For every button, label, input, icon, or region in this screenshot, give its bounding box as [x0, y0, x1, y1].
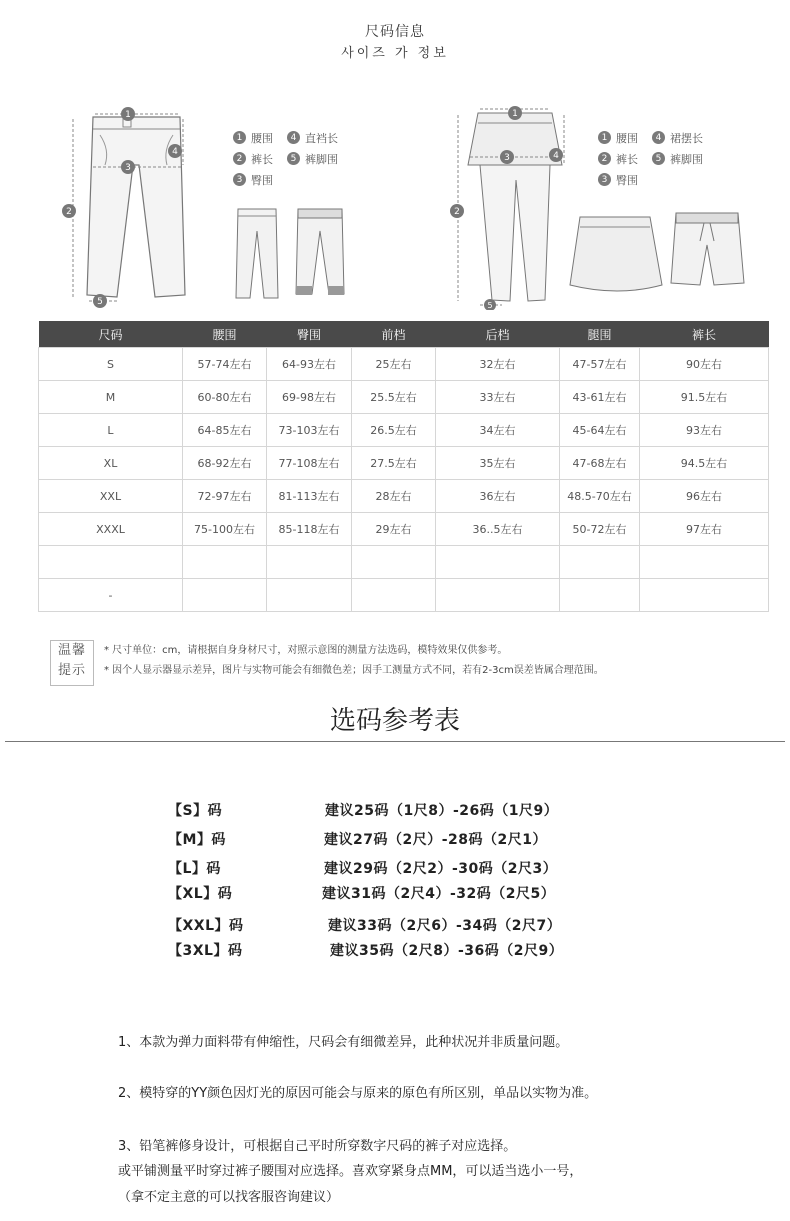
table-row: [39, 513, 769, 546]
table-cell: 47-57左右: [560, 348, 640, 381]
table-cell: 64-93左右: [267, 348, 352, 381]
section-title: 尺码信息: [365, 24, 425, 40]
table-cell: L: [39, 414, 183, 447]
ref-size: 【M】码: [168, 832, 226, 848]
table-cell: 75-100左右: [183, 513, 267, 546]
col-header-size: 尺码: [39, 321, 183, 348]
ref-advice: 建议25码（1尺8）-26码（1尺9）: [325, 803, 559, 819]
marker-2: 2: [66, 207, 72, 217]
table-cell: 94.5左右: [640, 447, 769, 480]
size-table: [38, 321, 769, 612]
skirt-shorts-thumbnails: [568, 205, 748, 300]
table-row: [39, 447, 769, 480]
ref-advice: 建议35码（2尺8）-36码（2尺9）: [330, 943, 564, 959]
table-cell: 60-80左右: [183, 381, 267, 414]
ref-advice: 建议27码（2尺）-28码（2尺1）: [324, 832, 547, 848]
table-cell: [436, 546, 560, 579]
table-row: [39, 546, 769, 579]
table-cell: 35左右: [436, 447, 560, 480]
col-header-waist: 腰围: [183, 321, 267, 348]
table-cell: 32左右: [436, 348, 560, 381]
measure-legend-right: 1 腰围 4 裙摆长 2 裤长 5 裤脚围 3 臀围: [598, 127, 703, 190]
ref-size: 【L】码: [168, 861, 221, 877]
ref-size: 【XL】码: [168, 886, 233, 902]
table-cell: 64-85左右: [183, 414, 267, 447]
table-row: [39, 381, 769, 414]
ref-title: 选码参考表: [329, 706, 460, 736]
col-header-length: 裤长: [640, 321, 769, 348]
table-cell: 68-92左右: [183, 447, 267, 480]
marker-4: 4: [172, 147, 178, 157]
table-cell: S: [39, 348, 183, 381]
note-line: 2、模特穿的YY颜色因灯光的原因可能会与原来的原色有所区别，单品以实物为准。: [118, 1086, 598, 1101]
table-cell: 28左右: [352, 480, 436, 513]
col-header-hip: 臀围: [267, 321, 352, 348]
table-cell: 48.5-70左右: [560, 480, 640, 513]
ref-size: 【3XL】码: [168, 943, 243, 959]
table-cell: -: [39, 579, 183, 612]
table-row: [39, 348, 769, 381]
table-cell: [640, 546, 769, 579]
table-cell: [267, 579, 352, 612]
table-cell: XXL: [39, 480, 183, 513]
note-line: 或平铺测量平时穿过裤子腰围对应选择。喜欢穿紧身点MM，可以适当选小一号，: [118, 1164, 583, 1179]
table-cell: [352, 579, 436, 612]
table-cell: 72-97左右: [183, 480, 267, 513]
table-cell: 33左右: [436, 381, 560, 414]
ref-advice: 建议31码（2尺4）-32码（2尺5）: [322, 886, 556, 902]
table-cell: 45-64左右: [560, 414, 640, 447]
tip-line: * 因个人显示器显示差异，图片与实物可能会有细微色差；因手工测量方式不同，若有2-3cm误差皆属合理范围。: [104, 665, 604, 676]
table-cell: 90左右: [640, 348, 769, 381]
table-cell: M: [39, 381, 183, 414]
marker-3: 3: [504, 153, 510, 163]
table-cell: 93左右: [640, 414, 769, 447]
marker-4: 4: [553, 151, 559, 161]
table-cell: XL: [39, 447, 183, 480]
table-cell: 36左右: [436, 480, 560, 513]
table-cell: 25左右: [352, 348, 436, 381]
table-cell: [436, 579, 560, 612]
table-row: [39, 480, 769, 513]
table-cell: 69-98左右: [267, 381, 352, 414]
note-line: 3、铅笔裤修身设计，可根据自己平时所穿数字尺码的裤子对应选择。: [118, 1139, 517, 1154]
table-cell: 29左右: [352, 513, 436, 546]
trousers-thumbnails: [232, 206, 352, 301]
skirt-leggings-measure-illustration: [440, 105, 580, 310]
table-cell: 50-72左右: [560, 513, 640, 546]
trousers-measure-illustration: [55, 105, 200, 310]
table-cell: [640, 579, 769, 612]
table-cell: [183, 546, 267, 579]
note-line: 1、本款为弹力面料带有伸缩性，尺码会有细微差异，此种状况并非质量问题。: [118, 1035, 569, 1050]
table-cell: 97左右: [640, 513, 769, 546]
table-cell: 85-118左右: [267, 513, 352, 546]
tip-line: * 尺寸单位：cm，请根据自身身材尺寸，对照示意图的测量方法选码，模特效果仅供参考。: [104, 645, 508, 656]
table-cell: 26.5左右: [352, 414, 436, 447]
table-cell: [267, 546, 352, 579]
table-cell: 91.5左右: [640, 381, 769, 414]
table-cell: 43-61左右: [560, 381, 640, 414]
table-cell: 25.5左右: [352, 381, 436, 414]
col-header-front-rise: 前档: [352, 321, 436, 348]
table-cell: 96左右: [640, 480, 769, 513]
table-cell: 81-113左右: [267, 480, 352, 513]
table-cell: 73-103左右: [267, 414, 352, 447]
ref-size: 【XXL】码: [168, 918, 244, 934]
tips-label: 温馨 提示: [50, 640, 94, 686]
marker-2: 2: [454, 207, 460, 217]
table-cell: 47-68左右: [560, 447, 640, 480]
table-row: [39, 579, 769, 612]
ref-advice: 建议33码（2尺6）-34码（2尺7）: [328, 918, 562, 934]
ref-size: 【S】码: [168, 803, 223, 819]
table-cell: [560, 579, 640, 612]
marker-1: 1: [125, 110, 131, 120]
marker-5: 5: [97, 297, 103, 307]
table-cell: [39, 546, 183, 579]
table-cell: 34左右: [436, 414, 560, 447]
size-table-header: [39, 321, 769, 348]
ref-advice: 建议29码（2尺2）-30码（2尺3）: [324, 861, 558, 877]
marker-3: 3: [125, 163, 131, 173]
table-cell: [352, 546, 436, 579]
col-header-thigh: 腿围: [560, 321, 640, 348]
marker-1: 1: [512, 109, 518, 119]
divider: [5, 741, 785, 742]
col-header-back-rise: 后档: [436, 321, 560, 348]
table-cell: 57-74左右: [183, 348, 267, 381]
table-cell: XXXL: [39, 513, 183, 546]
tips-text: [104, 641, 604, 681]
note-line: （拿不定主意的可以找客服咨询建议）: [118, 1190, 340, 1205]
table-row: [39, 414, 769, 447]
table-cell: [183, 579, 267, 612]
table-cell: 36..5左右: [436, 513, 560, 546]
measure-legend-left: 1 腰围 4 直裆长 2 裤长 5 裤脚围 3 臀围: [233, 127, 338, 190]
marker-5: 5: [487, 301, 493, 310]
table-cell: 77-108左右: [267, 447, 352, 480]
table-cell: [560, 546, 640, 579]
section-subtitle: 사이즈 가 정보: [341, 46, 449, 61]
table-cell: 27.5左右: [352, 447, 436, 480]
